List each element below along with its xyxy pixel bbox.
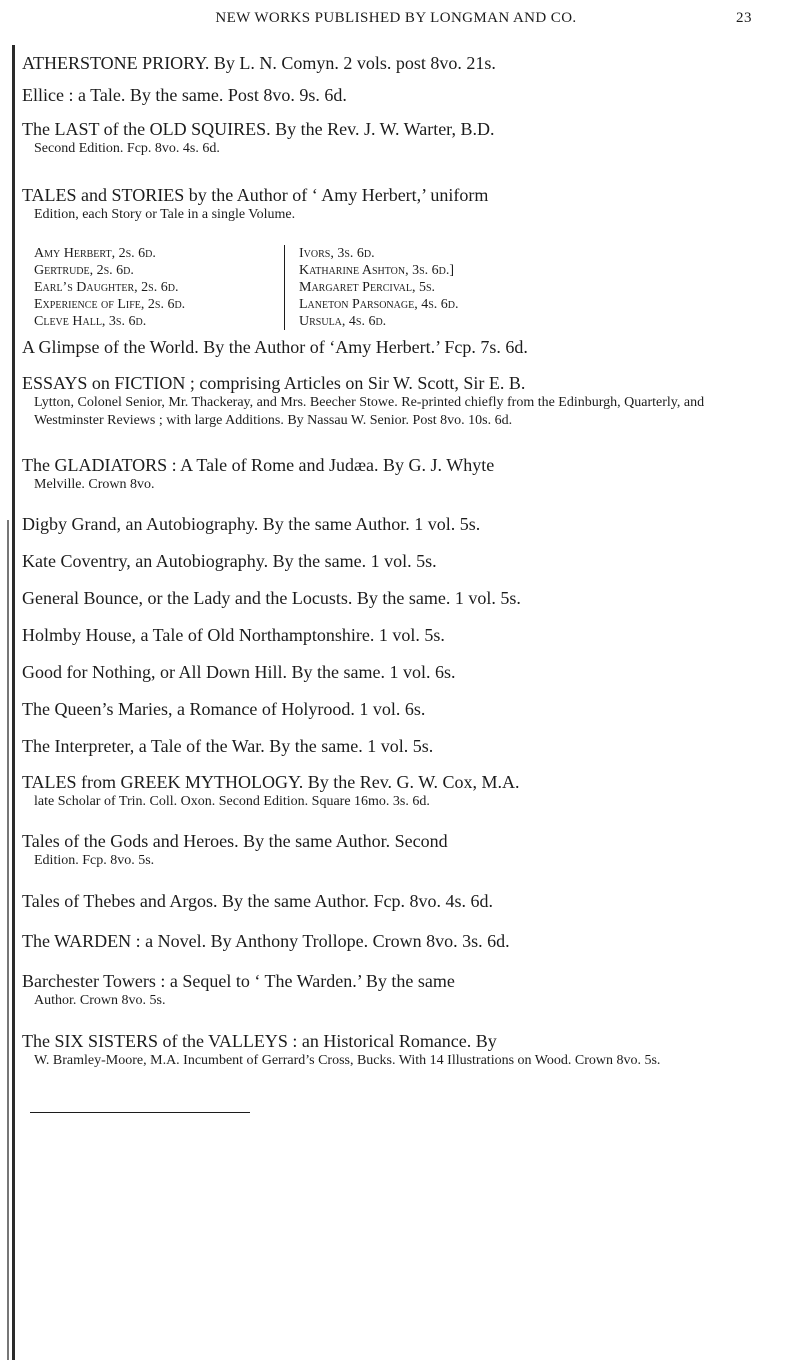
- binding-shadow: [7, 520, 9, 1360]
- catalogue-entry: [22, 661, 774, 683]
- entry-title: ESSAYS on FICTION ; comprising Articles on Sir W. Scott, Sir E. B.: [22, 373, 526, 393]
- catalogue-entry: [22, 771, 774, 811]
- binding-edge: [12, 45, 15, 1360]
- tales-list-right: [284, 245, 599, 330]
- header-title: NEW WORKS PUBLISHED BY LONGMAN AND CO.: [215, 10, 577, 26]
- entry-detail: W. Bramley-Moore, M.A. Incumbent of Gerrard’s Cross, Bucks. With 14 Illustrations on Wood. Crown 8vo. 5s.: [34, 1053, 661, 1068]
- entry-title: A Glimpse of the World. By the Author of ‘Amy Herbert.’ Fcp. 7s. 6d.: [22, 337, 528, 357]
- entry-title: Holmby House, a Tale of Old Northamptonshire. 1 vol. 5s.: [22, 625, 445, 645]
- entry-title: Tales of Thebes and Argos. By the same Author. Fcp. 8vo. 4s. 6d.: [22, 891, 494, 911]
- entry-title: Ellice : a Tale. By the same. Post 8vo. 9s. 6d.: [22, 85, 347, 105]
- entry-title: Tales of the Gods and Heroes. By the same Author. Second: [22, 831, 448, 851]
- list-item: Ivors, 3s. 6d.: [299, 246, 375, 261]
- list-item: Ursula, 4s. 6d.: [299, 314, 387, 329]
- entry-title: Barchester Towers : a Sequel to ‘ The Warden.’ By the same: [22, 971, 455, 991]
- entry-detail: Melville. Crown 8vo.: [34, 477, 155, 492]
- list-item: Amy Herbert, 2s. 6d.: [34, 246, 156, 261]
- entry-title: The SIX SISTERS of the VALLEYS : an Historical Romance. By: [22, 1031, 497, 1051]
- catalogue-entry: [22, 454, 774, 494]
- entry-detail: late Scholar of Trin. Coll. Oxon. Second Edition. Square 16mo. 3s. 6d.: [34, 794, 430, 809]
- list-item: Laneton Parsonage, 4s. 6d.: [299, 297, 459, 312]
- entry-detail: Edition, each Story or Tale in a single Volume.: [34, 207, 296, 222]
- list-item: Earl’s Daughter, 2s. 6d.: [34, 280, 179, 295]
- entry-title: TALES and STORIES by the Author of ‘ Amy Herbert,’ uniform: [22, 185, 489, 205]
- catalogue-entry: [22, 735, 774, 757]
- entry-detail: Edition. Fcp. 8vo. 5s.: [34, 853, 155, 868]
- entry-detail: Second Edition. Fcp. 8vo. 4s. 6d.: [34, 141, 220, 156]
- list-item: Experience of Life, 2s. 6d.: [34, 297, 186, 312]
- entry-title: Digby Grand, an Autobiography. By the same Author. 1 vol. 5s.: [22, 514, 481, 534]
- catalogue-entry: [22, 970, 774, 1010]
- entry-title: Good for Nothing, or All Down Hill. By the same. 1 vol. 6s.: [22, 662, 456, 682]
- list-item: Margaret Percival, 5s.: [299, 280, 436, 295]
- closing-rule: [30, 1112, 250, 1113]
- catalogue-entry: [22, 930, 774, 952]
- running-header: [40, 10, 752, 34]
- catalogue-entry: [22, 118, 774, 158]
- catalogue-entry: [22, 698, 774, 720]
- catalogue-entry: [22, 84, 774, 106]
- page-number: 23: [736, 10, 752, 26]
- list-item: Gertrude, 2s. 6d.: [34, 263, 134, 278]
- catalogue-entry: [22, 1030, 774, 1070]
- tales-list-left: [34, 245, 284, 330]
- entry-detail: Author. Crown 8vo. 5s.: [34, 993, 166, 1008]
- list-item: Cleve Hall, 3s. 6d.: [34, 314, 147, 329]
- entry-title: The WARDEN : a Novel. By Anthony Trollope. Crown 8vo. 3s. 6d.: [22, 931, 510, 951]
- entry-title: TALES from GREEK MYTHOLOGY. By the Rev. G. W. Cox, M.A.: [22, 772, 520, 792]
- catalogue-entry: [22, 336, 774, 358]
- entry-title: Kate Coventry, an Autobiography. By the same. 1 vol. 5s.: [22, 551, 437, 571]
- catalogue-entry: [22, 550, 774, 572]
- entry-title: General Bounce, or the Lady and the Locusts. By the same. 1 vol. 5s.: [22, 588, 521, 608]
- catalogue-entry: [22, 184, 774, 224]
- catalogue-entry: [22, 513, 774, 535]
- catalogue-entry: [22, 52, 774, 74]
- entry-title: The GLADIATORS : A Tale of Rome and Judæa. By G. J. Whyte: [22, 455, 495, 475]
- catalogue-entry: [22, 587, 774, 609]
- entry-title: The Interpreter, a Tale of the War. By the same. 1 vol. 5s.: [22, 736, 434, 756]
- catalogue-entry: [22, 890, 774, 912]
- entry-title: ATHERSTONE PRIORY. By L. N. Comyn. 2 vols. post 8vo. 21s.: [22, 53, 496, 73]
- entry-title: The Queen’s Maries, a Romance of Holyrood. 1 vol. 6s.: [22, 699, 426, 719]
- entry-detail: Lytton, Colonel Senior, Mr. Thackeray, and Mrs. Beecher Stowe. Re-printed chiefly from the Edinburgh, Quarterly, and Westminster Reviews ; with large Additions. By Nassau W. Senior. Post 8vo. 10s. 6d.: [34, 395, 705, 428]
- entry-title: The LAST of the OLD SQUIRES. By the Rev. J. W. Warter, B.D.: [22, 119, 495, 139]
- catalogue-entry: [22, 372, 774, 430]
- catalogue-entry: [22, 624, 774, 646]
- catalogue-entry: [22, 830, 774, 870]
- list-item: Katharine Ashton, 3s. 6d.]: [299, 263, 455, 278]
